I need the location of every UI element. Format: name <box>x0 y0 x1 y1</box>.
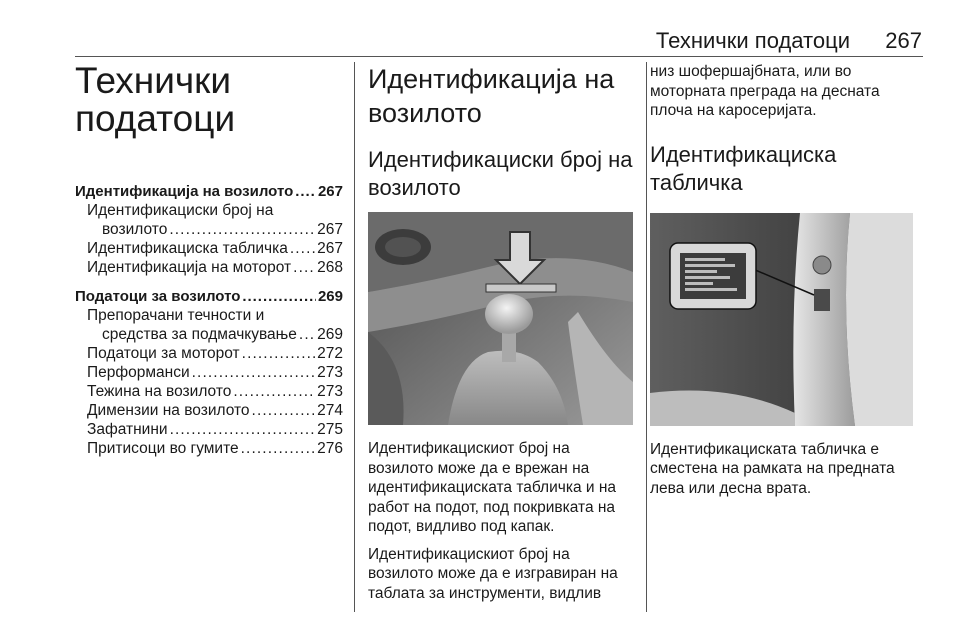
paragraph: Идентификацискиот број на возилото може да е изгравиран на таблата за инструменти, видлив <box>368 545 618 602</box>
subsection-title: Идентификациска табличка <box>650 141 837 195</box>
subsection-title: Идентификациски број на возилото <box>368 147 633 200</box>
toc-entry[interactable]: Идентификација на моторот . . . 268 <box>75 258 343 277</box>
id-plate-illustration <box>650 213 913 426</box>
section-title: Идентификација на возилото <box>368 64 615 128</box>
toc-entry[interactable]: Зафатнини . . . 275 <box>75 420 343 439</box>
toc-entry[interactable]: Препорачани течности и <box>87 307 265 324</box>
header-rule <box>75 56 923 57</box>
toc-entry[interactable]: Идентификациска табличка . . . 267 <box>75 239 343 258</box>
toc-entry[interactable]: Димензии на возилото . . . 274 <box>75 401 343 420</box>
paragraph: Идентификациската табличка е сместена на рамката на предната лева или десна врата. <box>650 440 895 497</box>
table-of-contents <box>75 182 343 458</box>
toc-entry[interactable]: Тежина на возилото . . . 273 <box>75 382 343 401</box>
paragraph: Идентификацискиот број на возилото може да е врежан на идентификациската табличка и на работ на подот, под покривката на подот, видливо под капак. <box>368 440 617 535</box>
paragraph: низ шофершајбната, или во моторната преграда на десната плоча на каросеријата. <box>650 63 880 119</box>
toc-entry[interactable]: Податоци за возилото . . . 269 <box>75 287 343 306</box>
section-column <box>368 62 633 603</box>
toc-entry[interactable]: Притисоци во гумите . . . 276 <box>75 439 343 458</box>
page-header-title: Технички податоци <box>655 28 850 53</box>
toc-entry[interactable]: возилото . . . 267 <box>75 220 343 239</box>
chapter-title: Технички податоци <box>75 60 236 139</box>
toc-entry[interactable]: Перформанси . . . 273 <box>75 363 343 382</box>
section-column <box>650 62 926 498</box>
toc-column <box>75 62 343 458</box>
vin-location-illustration <box>368 212 633 425</box>
toc-entry[interactable]: Идентификација на возилото . . . 267 <box>75 182 343 201</box>
page-number: 267 <box>885 28 922 53</box>
column-divider-2 <box>646 62 647 612</box>
toc-entry[interactable]: Податоци за моторот . . . 272 <box>75 344 343 363</box>
toc-entry[interactable]: Идентификациски број на <box>87 202 274 219</box>
column-divider-1 <box>354 62 355 612</box>
toc-entry[interactable]: средства за подмачкување . . . 269 <box>75 325 343 344</box>
